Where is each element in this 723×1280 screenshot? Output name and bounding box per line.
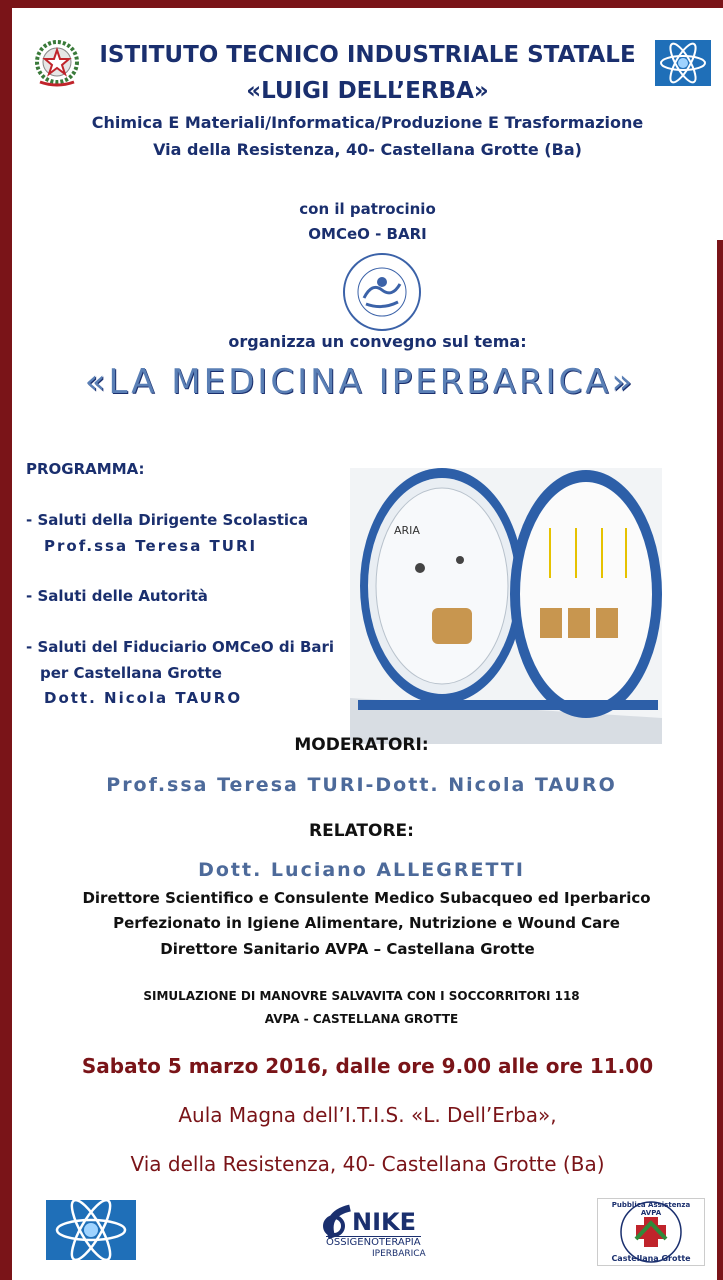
school-name: «LUIGI DELL’ERBA»	[246, 78, 489, 104]
relatore-role-3: Direttore Sanitario AVPA – Castellana Grotte	[160, 940, 535, 958]
nike-sub-2: IPERBARICA	[372, 1249, 426, 1259]
moderatori-heading: MODERATORI:	[294, 735, 429, 755]
relatore-heading: RELATORE:	[309, 821, 414, 841]
event-place: Aula Magna dell’I.T.I.S. «L. Dell’Erba»,	[178, 1103, 557, 1127]
nike-sub-1: OSSIGENOTERAPIA	[326, 1237, 421, 1248]
event-address: Via della Resistenza, 40- Castellana Grotte (Ba)	[130, 1152, 605, 1176]
event-date: Sabato 5 marzo 2016, dalle ore 9.00 alle ore 11.00	[81, 1054, 654, 1078]
simulazione-line-2: AVPA - CASTELLANA GROTTE	[264, 1012, 459, 1026]
school-atom-logo-icon	[655, 40, 711, 86]
programma-item-fiduciario: - Saluti del Fiduciario OMCeO di Bari	[26, 638, 335, 656]
republic-emblem-icon	[28, 38, 86, 88]
avpa-bottom-text: Castellana Grotte	[611, 1254, 691, 1263]
relatore-name: Dott. Luciano ALLEGRETTI	[198, 859, 525, 881]
conference-title: «LA MEDICINA IPERBARICA»	[84, 362, 636, 402]
avpa-logo-icon	[597, 1198, 705, 1266]
patronage-org: OMCeO - BARI	[308, 225, 427, 243]
school-type: ISTITUTO TECNICO INDUSTRIALE STATALE	[99, 42, 636, 68]
relatore-role-2: Perfezionato in Igiene Alimentare, Nutrizione e Wound Care	[113, 914, 620, 932]
nike-brand: NIKE	[352, 1208, 417, 1236]
school-atom-logo-bottom-icon	[46, 1200, 136, 1260]
omceo-seal-icon	[342, 252, 422, 332]
programma-item-fiduciario-location: per Castellana Grotte	[40, 664, 222, 682]
moderatori-names: Prof.ssa Teresa TURI-Dott. Nicola TAURO	[106, 774, 617, 796]
nike-logo	[312, 1198, 442, 1260]
programma-heading: PROGRAMMA:	[26, 460, 145, 478]
hyperbaric-chamber-image	[350, 468, 662, 744]
programma-item-dirigente-name: Prof.ssa Teresa TURI	[44, 537, 258, 555]
programma-item-fiduciario-name: Dott. Nicola TAURO	[44, 689, 243, 707]
programma-item-dirigente: - Saluti della Dirigente Scolastica	[26, 511, 309, 529]
patronage-label: con il patrocinio	[299, 200, 436, 218]
school-address: Via della Resistenza, 40- Castellana Grotte (Ba)	[153, 140, 582, 159]
programma-item-autorita: - Saluti delle Autorità	[26, 587, 208, 605]
simulazione-line-1: SIMULAZIONE DI MANOVRE SALVAVITA CON I SOCCORRITORI 118	[143, 989, 580, 1003]
avpa-top-text: Pubblica Assistenza AVPA	[611, 1201, 691, 1217]
organizes-text: organizza un convegno sul tema:	[228, 332, 527, 351]
chamber-label: ARIA	[394, 524, 420, 537]
school-specializations: Chimica E Materiali/Informatica/Produzione E Trasformazione	[91, 113, 644, 132]
relatore-role-1: Direttore Scientifico e Consulente Medico Subacqueo ed Iperbarico	[82, 889, 651, 907]
